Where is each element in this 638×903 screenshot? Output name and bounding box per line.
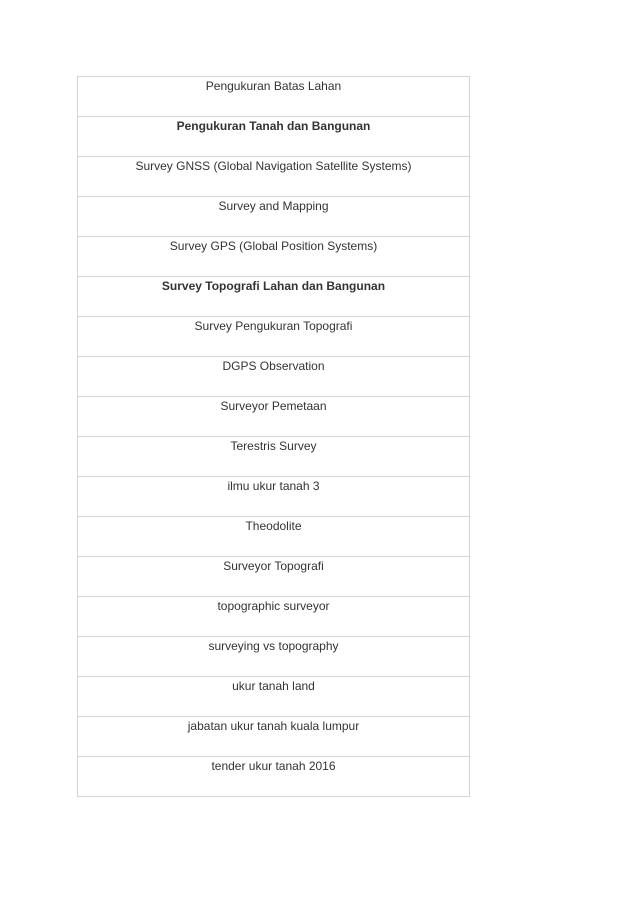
keyword-text: Survey Topografi Lahan dan Bangunan xyxy=(161,279,386,293)
keyword-text: tender ukur tanah 2016 xyxy=(211,759,336,773)
table-row xyxy=(78,437,470,477)
table-row xyxy=(78,157,470,197)
keyword-text: Survey GPS (Global Position Systems) xyxy=(169,239,378,253)
table-cell xyxy=(78,237,470,277)
table-cell xyxy=(78,117,470,157)
table-row xyxy=(78,237,470,277)
keyword-text: Terestris Survey xyxy=(230,439,317,453)
table-cell xyxy=(78,317,470,357)
table-cell xyxy=(78,277,470,317)
table-row xyxy=(78,517,470,557)
table-cell xyxy=(78,157,470,197)
keyword-text: ilmu ukur tanah 3 xyxy=(227,479,320,493)
table-row xyxy=(78,757,470,797)
table-row xyxy=(78,637,470,677)
table-cell xyxy=(78,517,470,557)
table-cell xyxy=(78,717,470,757)
table-row xyxy=(78,197,470,237)
table-row xyxy=(78,277,470,317)
keyword-text: Pengukuran Batas Lahan xyxy=(205,79,342,93)
keyword-text: DGPS Observation xyxy=(222,359,325,373)
keyword-text: surveying vs topography xyxy=(208,639,339,653)
keyword-text: Survey and Mapping xyxy=(218,199,329,213)
table-row xyxy=(78,397,470,437)
keyword-text: Surveyor Topografi xyxy=(223,559,324,573)
table-row xyxy=(78,77,470,117)
keyword-text: Pengukuran Tanah dan Bangunan xyxy=(176,119,371,133)
keyword-table-body xyxy=(78,77,470,797)
keyword-table xyxy=(77,76,470,797)
table-cell xyxy=(78,397,470,437)
table-row xyxy=(78,357,470,397)
keyword-text: Survey Pengukuran Topografi xyxy=(194,319,353,333)
table-row xyxy=(78,317,470,357)
table-row xyxy=(78,117,470,157)
table-cell xyxy=(78,77,470,117)
table-row xyxy=(78,597,470,637)
table-cell xyxy=(78,557,470,597)
table-row xyxy=(78,557,470,597)
table-row xyxy=(78,677,470,717)
table-cell xyxy=(78,197,470,237)
table-cell xyxy=(78,757,470,797)
table-cell xyxy=(78,437,470,477)
keyword-text: Theodolite xyxy=(245,519,302,533)
table-cell xyxy=(78,597,470,637)
table-row xyxy=(78,717,470,757)
table-cell xyxy=(78,637,470,677)
keyword-text: jabatan ukur tanah kuala lumpur xyxy=(187,719,360,733)
keyword-text: Surveyor Pemetaan xyxy=(220,399,327,413)
keyword-text: topographic surveyor xyxy=(217,599,330,613)
table-cell xyxy=(78,357,470,397)
keyword-text: Survey GNSS (Global Navigation Satellite Systems) xyxy=(135,159,412,173)
table-row xyxy=(78,477,470,517)
table-cell xyxy=(78,677,470,717)
table-cell xyxy=(78,477,470,517)
keyword-text: ukur tanah land xyxy=(232,679,315,693)
